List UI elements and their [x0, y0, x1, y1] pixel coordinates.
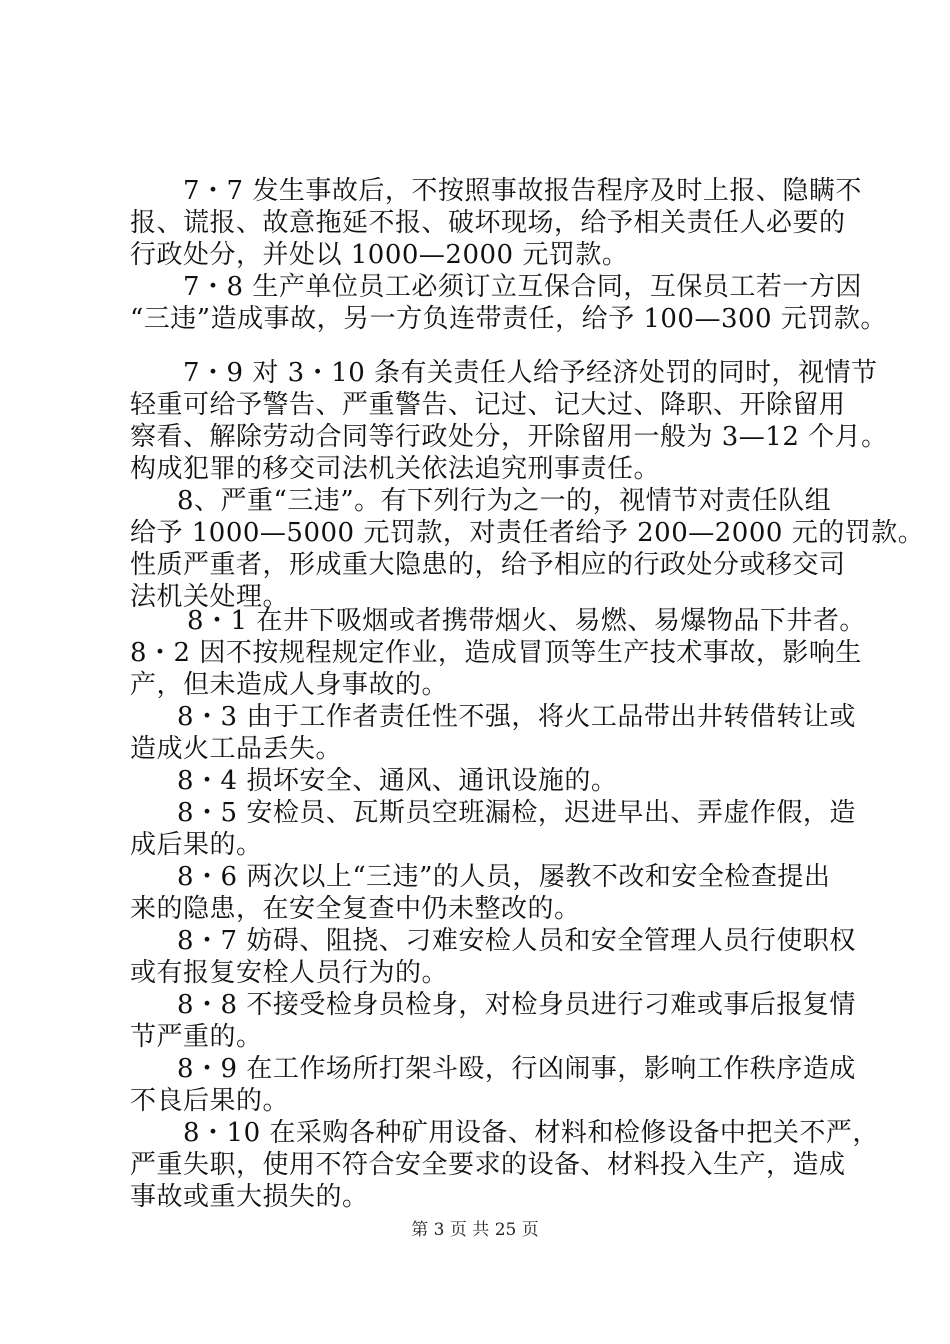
text-line: 8・7 妨碍、阻挠、刁难安检人员和安全管理人员行使职权 [177, 926, 856, 956]
text-line: 7・9 对 3・10 条有关责任人给予经济处罚的同时，视情节 [183, 358, 878, 388]
text-line: 给予 1000—5000 元罚款，对责任者给予 200—2000 元的罚款。 [130, 518, 925, 548]
text-line: 严重失职，使用不符合安全要求的设备、材料投入生产，造成 [130, 1150, 846, 1180]
text-line: 来的隐患，在安全复查中仍未整改的。 [130, 894, 581, 924]
text-line: 8・4 损坏安全、通风、通讯设施的。 [177, 766, 618, 796]
text-line: 轻重可给予警告、严重警告、记过、记大过、降职、开除留用 [130, 390, 846, 420]
text-line: 8、严重“三违”。有下列行为之一的，视情节对责任队组 [177, 486, 832, 516]
page-number-footer: 第 3 页 共 25 页 [411, 1220, 539, 1240]
text-line: 报、谎报、故意拖延不报、破坏现场，给予相关责任人必要的 [130, 208, 846, 238]
text-line: 8・8 不接受检身员检身，对检身员进行刁难或事后报复情 [177, 990, 856, 1020]
text-line: 8・5 安检员、瓦斯员空班漏检，迟进早出、弄虚作假，造 [177, 798, 856, 828]
text-line: 性质严重者，形成重大隐患的，给予相应的行政处分或移交司 [130, 550, 846, 580]
text-line: 8・6 两次以上“三违”的人员，屡教不改和安全检查提出 [177, 862, 831, 892]
text-line: 造成火工品丢失。 [130, 734, 343, 764]
text-line: 节严重的。 [130, 1022, 263, 1052]
text-line: 产，但未造成人身事故的。 [130, 670, 449, 700]
text-line: 8・10 在采购各种矿用设备、材料和检修设备中把关不严， [183, 1118, 879, 1148]
text-line: 8・1 在井下吸烟或者携带烟火、易燃、易爆物品下井者。 [187, 606, 866, 636]
text-line: 7・8 生产单位员工必须订立互保合同，互保员工若一方因 [183, 272, 862, 302]
text-line: 或有报复安栓人员行为的。 [130, 958, 449, 988]
text-line: 构成犯罪的移交司法机关依法追究刑事责任。 [130, 454, 661, 484]
text-line: 察看、解除劳动合同等行政处分，开除留用一般为 3—12 个月。 [130, 422, 888, 452]
text-line: 成后果的。 [130, 830, 263, 860]
text-line: 8・9 在工作场所打架斗殴，行凶闹事，影响工作秩序造成 [177, 1054, 856, 1084]
text-line: 不良后果的。 [130, 1086, 290, 1116]
text-line: “三违”造成事故，另一方负连带责任，给予 100—300 元罚款。 [130, 304, 887, 334]
text-line: 事故或重大损失的。 [130, 1182, 369, 1212]
text-line: 7・7 发生事故后，不按照事故报告程序及时上报、隐瞒不 [183, 176, 862, 206]
text-line: 8・2 因不按规程规定作业，造成冒顶等生产技术事故，影响生 [130, 638, 862, 668]
text-line: 行政处分，并处以 1000—2000 元罚款。 [130, 240, 629, 270]
text-line: 8・3 由于工作者责任性不强，将火工品带出井转借转让或 [177, 702, 856, 732]
text-line: 法机关处理。 [130, 582, 290, 612]
